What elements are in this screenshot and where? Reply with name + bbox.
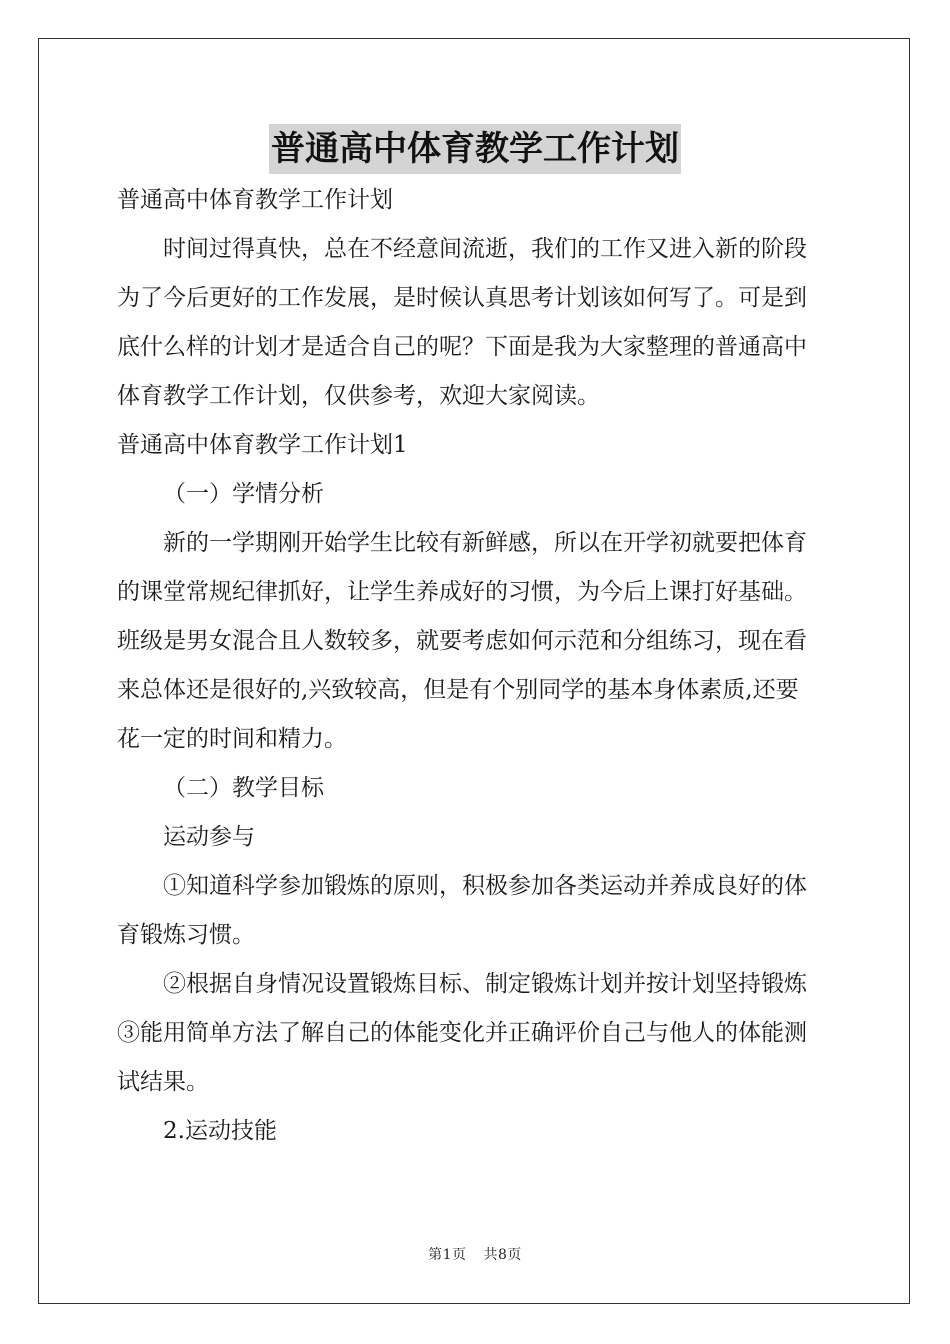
paragraph-line: 底什么样的计划才是适合自己的呢？下面是我为大家整理的普通高中 xyxy=(117,334,807,360)
page-total: 共8页 xyxy=(483,1247,522,1263)
paragraph-line: 为了今后更好的工作发展，是时候认真思考计划该如何写了。可是到 xyxy=(117,285,807,311)
paragraph-line: 运动参与 xyxy=(163,824,255,850)
paragraph-line: 育锻炼习惯。 xyxy=(117,922,255,948)
paragraph-line: 来总体还是很好的,兴致较高，但是有个别同学的基本身体素质,还要 xyxy=(117,677,799,703)
paragraph-line: 2.运动技能 xyxy=(163,1118,277,1144)
paragraph-line: ③能用简单方法了解自己的体能变化并正确评价自己与他人的体能测 xyxy=(117,1020,807,1046)
paragraph-line: 班级是男女混合且人数较多，就要考虑如何示范和分组练习，现在看 xyxy=(117,628,807,654)
paragraph-line: 新的一学期刚开始学生比较有新鲜感，所以在开学初就要把体育 xyxy=(163,530,807,556)
paragraph-line: 普通高中体育教学工作计划1 xyxy=(117,432,408,458)
paragraph-line: 体育教学工作计划，仅供参考，欢迎大家阅读。 xyxy=(117,383,600,409)
title-container xyxy=(0,124,950,174)
page-footer xyxy=(0,1244,950,1264)
document-body xyxy=(117,176,833,1156)
paragraph-line: 试结果。 xyxy=(117,1069,209,1095)
paragraph-line: ①知道科学参加锻炼的原则，积极参加各类运动并养成良好的体 xyxy=(163,873,807,899)
paragraph-line: （二）教学目标 xyxy=(163,775,324,801)
paragraph-line: 花一定的时间和精力。 xyxy=(117,726,347,752)
paragraph-line: 的课堂常规纪律抓好，让学生养成好的习惯，为今后上课打好基础。 xyxy=(117,579,807,605)
page-number: 第1页 xyxy=(428,1247,467,1263)
paragraph-line: ②根据自身情况设置锻炼目标、制定锻炼计划并按计划坚持锻炼 xyxy=(163,971,807,997)
document-title: 普通高中体育教学工作计划 xyxy=(269,124,681,174)
paragraph-line: 普通高中体育教学工作计划 xyxy=(117,187,393,213)
paragraph-line: 时间过得真快，总在不经意间流逝，我们的工作又进入新的阶段 xyxy=(163,236,807,262)
paragraph-line: （一）学情分析 xyxy=(163,481,324,507)
